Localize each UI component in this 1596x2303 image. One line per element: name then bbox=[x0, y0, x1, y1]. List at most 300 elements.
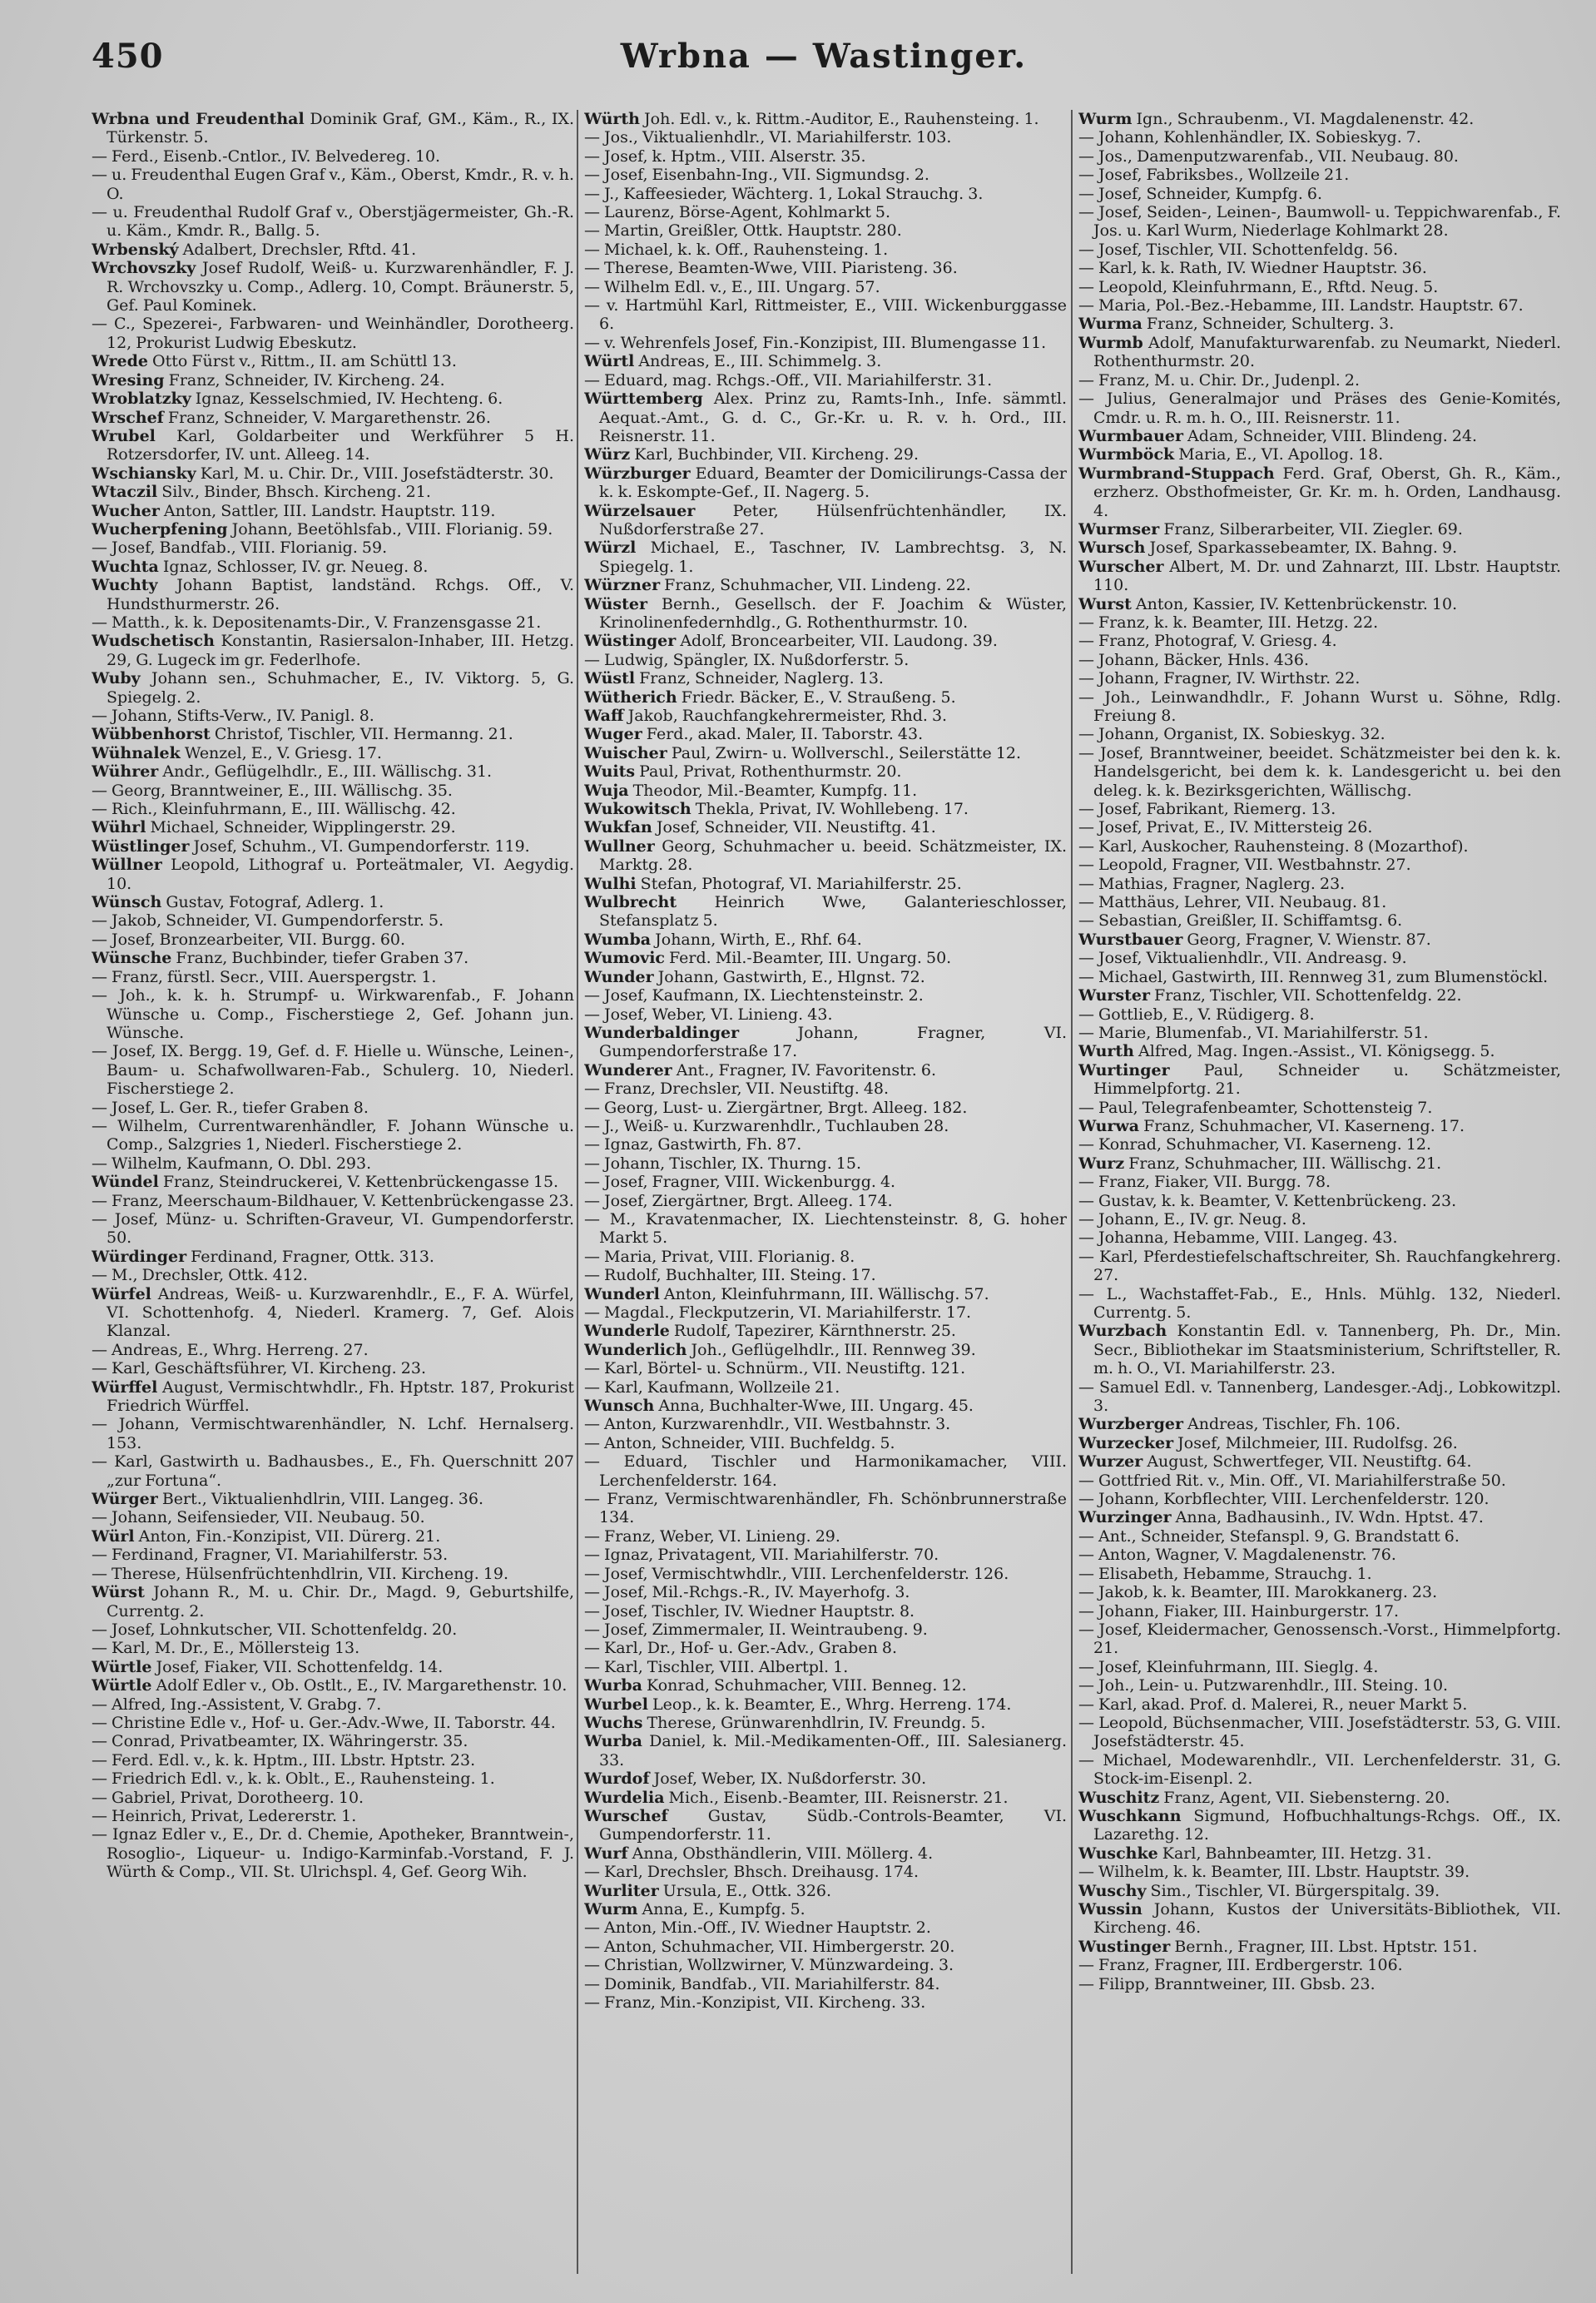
entry-details: Anna, Badhausinh., IV. Wdn. Hptst. 47. bbox=[1171, 1508, 1484, 1527]
entry-details: — Josef, Weber, VI. Linieng. 43. bbox=[584, 1005, 833, 1024]
directory-entry bbox=[584, 1918, 1067, 1937]
entry-details: — L., Wachstaffet-Fab., E., Hnls. Mühlg. 132, Niederl. Currentg. 5. bbox=[1078, 1284, 1561, 1322]
directory-entry bbox=[1078, 651, 1561, 669]
directory-entry bbox=[1078, 1322, 1561, 1377]
entry-details: — Gottfried Rit. v., Min. Off., VI. Mariahilferstraße 50. bbox=[1078, 1471, 1506, 1490]
entry-details: — Anton, Kurzwarenhdlr., VII. Westbahnstr. 3. bbox=[584, 1415, 951, 1434]
entry-details: Josef, Sparkassebeamter, IX. Bahng. 9. bbox=[1145, 539, 1458, 558]
directory-entry bbox=[1078, 1975, 1561, 1993]
entry-surname: Wurst bbox=[1078, 594, 1132, 613]
entry-surname: Wurster bbox=[1078, 986, 1150, 1005]
entry-details: — Heinrich, Privat, Ledererstr. 1. bbox=[92, 1806, 357, 1825]
entry-details: — J., Kaffeesieder, Wächterg. 1, Lokal Strauchg. 3. bbox=[584, 184, 984, 203]
entry-surname: Wurzbach bbox=[1078, 1322, 1167, 1341]
directory-entry bbox=[584, 221, 1067, 240]
directory-entry bbox=[1078, 1658, 1561, 1676]
directory-entry bbox=[584, 1192, 1067, 1210]
entry-details: — u. Freudenthal Eugen Graf v., Käm., Oberst, Kmdr., R. v. h. O. bbox=[92, 166, 574, 203]
entry-details: — Jos., Viktualienhdlr., VI. Mariahilferstr. 103. bbox=[584, 128, 952, 147]
entry-surname: Wurma bbox=[1078, 315, 1142, 334]
entry-details: — C., Spezerei-, Farbwaren- und Weinhändler, Dorotheerg. 12, Prokurist Ludwig Ebeskutz. bbox=[92, 315, 574, 352]
entry-details: — Ignaz, Gastwirth, Fh. 87. bbox=[584, 1135, 802, 1154]
column-divider bbox=[1071, 110, 1073, 2274]
entry-details: Franz, Steindruckerei, V. Kettenbrückengasse 15. bbox=[158, 1173, 559, 1192]
entry-surname: Wuchta bbox=[92, 557, 159, 576]
directory-entry bbox=[584, 1434, 1067, 1452]
directory-entry bbox=[584, 968, 1067, 986]
entry-details: — Ignaz Edler v., E., Dr. d. Chemie, Apotheker, Branntwein-, Rosoglio-, Liqueur- u. Indigo-Karminfab.-Vorstand, F. J. Würth & Comp., VII. St. Ulrichspl. 4, Gef. Georg Wih. bbox=[92, 1825, 574, 1882]
entry-details: Johann Baptist, landständ. Rchgs. Off., V. Hundsthurmerstr. 26. bbox=[107, 576, 574, 613]
entry-surname: Würz bbox=[584, 445, 631, 464]
entry-details: — Ferdinand, Fragner, VI. Mariahilferstr. 53. bbox=[92, 1546, 449, 1565]
entry-details: — Leopold, Büchsenmacher, VIII. Josefstädterstr. 53, G. VIII. Josefstädterstr. 45. bbox=[1078, 1713, 1561, 1751]
entry-details: — Franz, Photograf, V. Griesg. 4. bbox=[1078, 632, 1337, 651]
directory-entry bbox=[584, 893, 1067, 931]
entry-details: — Michael, Gastwirth, III. Rennweg 31, zum Blumenstöckl. bbox=[1078, 967, 1549, 986]
directory-entry bbox=[92, 1676, 574, 1695]
entry-details: — Martin, Greißler, Ottk. Hauptstr. 280. bbox=[584, 221, 902, 241]
entry-surname: Waff bbox=[584, 707, 624, 725]
entry-details: — Karl, k. k. Rath, IV. Wiedner Hauptstr. 36. bbox=[1078, 259, 1427, 278]
entry-details: Ferdinand, Fragner, Ottk. 313. bbox=[186, 1247, 434, 1266]
directory-entry bbox=[1078, 464, 1561, 520]
directory-entry bbox=[584, 1248, 1067, 1266]
directory-entry bbox=[92, 1173, 574, 1191]
directory-entry bbox=[92, 1341, 574, 1359]
directory-entry bbox=[584, 875, 1067, 893]
directory-entry bbox=[92, 613, 574, 632]
directory-entry bbox=[92, 1714, 574, 1732]
directory-entry bbox=[1078, 744, 1561, 800]
entry-details: — Gabriel, Privat, Dorotheerg. 10. bbox=[92, 1788, 364, 1807]
entry-details: — Eduard, mag. Rchgs.-Off., VII. Mariahilferstr. 31. bbox=[584, 370, 993, 390]
entry-details: — v. Wehrenfels Josef, Fin.-Konzipist, III. Blumengasse 11. bbox=[584, 333, 1047, 352]
directory-entry bbox=[1078, 147, 1561, 166]
entry-details: Leopold, Lithograf u. Porteätmaler, VI. Aegydig. 10. bbox=[107, 856, 574, 893]
directory-entry bbox=[92, 1378, 574, 1416]
directory-entry bbox=[92, 464, 574, 483]
directory-entry bbox=[92, 782, 574, 800]
entry-details: — Konrad, Schuhmacher, VI. Kaserneng. 12. bbox=[1078, 1135, 1432, 1154]
directory-entry bbox=[1078, 1621, 1561, 1658]
entry-surname: Wurba bbox=[584, 1732, 642, 1751]
entry-details: — Karl, Gastwirth u. Badhausbes., E., Fh. Querschnitt 207 „zur Fortuna“. bbox=[92, 1452, 574, 1490]
directory-entry bbox=[584, 445, 1067, 464]
directory-entry bbox=[92, 520, 574, 539]
directory-entry bbox=[92, 800, 574, 818]
directory-entry bbox=[1078, 632, 1561, 650]
directory-entry bbox=[584, 1583, 1067, 1601]
directory-entry bbox=[584, 1452, 1067, 1490]
entry-details: — M., Drechsler, Ottk. 412. bbox=[92, 1266, 308, 1285]
directory-entry bbox=[92, 1583, 574, 1621]
entry-surname: Wurmser bbox=[1078, 519, 1160, 539]
entry-details: — Jos., Damenputzwarenfab., VII. Neubaug. 80. bbox=[1078, 146, 1459, 166]
directory-entry bbox=[584, 1359, 1067, 1377]
entry-details: — Josef, Bandfab., VIII. Florianig. 59. bbox=[92, 539, 388, 558]
entry-details: — Johann, Vermischtwarenhändler, N. Lchf. Hernalserg. 153. bbox=[92, 1415, 574, 1452]
directory-entry bbox=[1078, 390, 1561, 427]
directory-entry bbox=[92, 1621, 574, 1639]
entry-details: — Wilhelm, k. k. Beamter, III. Lbstr. Hauptstr. 39. bbox=[1078, 1863, 1470, 1882]
entry-surname: Würfel bbox=[92, 1284, 151, 1303]
entry-surname: Wuchty bbox=[92, 576, 158, 595]
entry-surname: Wrede bbox=[92, 352, 148, 371]
entry-surname: Wuby bbox=[92, 669, 141, 688]
entry-details: Johann, Beetöhlsfab., VIII. Florianig. 59. bbox=[227, 519, 553, 539]
directory-entry bbox=[92, 968, 574, 986]
directory-entry bbox=[584, 203, 1067, 221]
directory-entry bbox=[92, 483, 574, 501]
entry-details: Franz, Schneider, V. Margarethenstr. 26. bbox=[163, 408, 491, 427]
entry-details: Heinrich Wwe, Galanterieschlosser, Stefansplatz 5. bbox=[599, 893, 1067, 931]
entry-surname: Wünsch bbox=[92, 893, 162, 912]
directory-entry bbox=[584, 1900, 1067, 1918]
directory-entry bbox=[1078, 1695, 1561, 1714]
entry-surname: Wuschitz bbox=[1078, 1788, 1160, 1807]
directory-entry bbox=[1078, 725, 1561, 743]
entry-details: Peter, Hülsenfrüchtenhändler, IX. Nußdorferstraße 27. bbox=[599, 501, 1067, 539]
entry-details: — Samuel Edl. v. Tannenberg, Landesger.-Adj., Lobkowitzpl. 3. bbox=[1078, 1377, 1561, 1416]
entry-details: Ferd. Mil.-Beamter, III. Ungarg. 50. bbox=[665, 949, 952, 968]
entry-surname: Wresing bbox=[92, 370, 165, 390]
entry-details: — Anton, Wagner, V. Magdalenenstr. 76. bbox=[1078, 1546, 1396, 1565]
entry-details: — Joh., Leinwandhdlr., F. Johann Wurst u. Söhne, Rdlg. Freiung 8. bbox=[1078, 687, 1561, 725]
directory-entry bbox=[92, 1825, 574, 1881]
directory-entry bbox=[92, 427, 574, 464]
entry-surname: Wuschke bbox=[1078, 1844, 1158, 1863]
entry-surname: Wuger bbox=[584, 725, 642, 744]
entry-details: — Joh., k. k. h. Strumpf- u. Wirkwarenfab., F. Johann Wünsche u. Comp., Fischerstiege 2, Gef. Johann jun. Wünsche. bbox=[92, 986, 574, 1042]
directory-entry bbox=[1078, 1248, 1561, 1285]
entry-details: Paul, Zwirn- u. Wollverschl., Seilerstätte 12. bbox=[667, 743, 1022, 762]
entry-details: — Josef, Zimmermaler, II. Weintraubeng. 9. bbox=[584, 1620, 928, 1639]
entry-details: — Friedrich Edl. v., k. k. Oblt., E., Rauhensteing. 1. bbox=[92, 1769, 495, 1789]
directory-entry bbox=[92, 390, 574, 408]
entry-details: — Johann, Kohlenhändler, IX. Sobieskyg. 7. bbox=[1078, 128, 1421, 147]
entry-surname: Würdinger bbox=[92, 1247, 187, 1266]
directory-entry bbox=[1078, 1789, 1561, 1807]
entry-surname: Wurdof bbox=[584, 1769, 650, 1789]
entry-surname: Würzl bbox=[584, 539, 637, 558]
entry-details: Franz, Schuhmacher, VII. Lindeng. 22. bbox=[660, 576, 971, 595]
directory-entry bbox=[584, 1676, 1067, 1695]
entry-details: — Karl, M. Dr., E., Möllersteig 13. bbox=[92, 1639, 360, 1658]
entry-details: — Karl, Drechsler, Bhsch. Dreihausg. 174. bbox=[584, 1863, 919, 1882]
directory-entry bbox=[1078, 1583, 1561, 1601]
entry-surname: Wurtinger bbox=[1078, 1060, 1170, 1080]
entry-surname: Wurmb bbox=[1078, 333, 1143, 352]
entry-details: Anton, Kleinfuhrmann, III. Wällischg. 57. bbox=[659, 1284, 989, 1303]
directory-entry bbox=[1078, 669, 1561, 687]
directory-entry bbox=[1078, 1192, 1561, 1210]
directory-entry bbox=[1078, 128, 1561, 146]
entry-details: — Mathias, Fragner, Naglerg. 23. bbox=[1078, 874, 1346, 893]
entry-details: — Josef, Tischler, IV. Wiedner Hauptstr. 8. bbox=[584, 1601, 915, 1621]
entry-surname: Wustinger bbox=[1078, 1937, 1171, 1956]
entry-details: Franz, Schuhmacher, VI. Kaserneng. 17. bbox=[1139, 1116, 1465, 1135]
entry-surname: Wrschef bbox=[92, 408, 164, 427]
entry-surname: Wumovic bbox=[584, 949, 665, 968]
directory-entry bbox=[92, 856, 574, 893]
directory-entry bbox=[584, 1303, 1067, 1322]
directory-entry bbox=[584, 595, 1067, 633]
entry-details: Theodor, Mil.-Beamter, Kumpfg. 11. bbox=[628, 781, 918, 800]
directory-entry bbox=[1078, 968, 1561, 986]
page-header bbox=[92, 37, 1556, 83]
entry-details: — Gustav, k. k. Beamter, V. Kettenbrückeng. 23. bbox=[1078, 1191, 1457, 1210]
directory-entry bbox=[584, 1322, 1067, 1340]
entry-details: Adam, Schneider, VIII. Blindeng. 24. bbox=[1183, 426, 1478, 445]
entry-details: — Christian, Wollzwirner, V. Münzwardeing. 3. bbox=[584, 1956, 954, 1975]
entry-surname: Wtaczil bbox=[92, 483, 158, 502]
directory-entry bbox=[584, 1975, 1067, 1993]
entry-details: Adolf Edler v., Ob. Ostlt., E., IV. Margarethenstr. 10. bbox=[151, 1676, 568, 1695]
directory-entry bbox=[1078, 1751, 1561, 1789]
entry-surname: Wühnalek bbox=[92, 743, 181, 762]
entry-surname: Wursch bbox=[1078, 539, 1146, 558]
directory-entry bbox=[1078, 1210, 1561, 1228]
entry-details: — Alfred, Ing.-Assistent, V. Grabg. 7. bbox=[92, 1695, 382, 1714]
directory-entry bbox=[1078, 893, 1561, 911]
directory-entry bbox=[584, 241, 1067, 259]
directory-entry bbox=[1078, 1508, 1561, 1526]
entry-surname: Wrbenský bbox=[92, 240, 179, 259]
entry-details: — Marie, Blumenfab., VI. Mariahilferstr. 51. bbox=[1078, 1023, 1429, 1042]
entry-surname: Wüster bbox=[584, 594, 647, 613]
directory-entry bbox=[1078, 315, 1561, 333]
entry-details: — Johann, Stifts-Verw., IV. Panigl. 8. bbox=[92, 707, 374, 725]
entry-details: — Franz, Weber, VI. Linieng. 29. bbox=[584, 1526, 840, 1546]
entry-details: Anna, Buchhalter-Wwe, III. Ungarg. 45. bbox=[654, 1397, 974, 1416]
entry-details: — Rudolf, Buchhalter, III. Steing. 17. bbox=[584, 1266, 876, 1285]
entry-surname: Wurliter bbox=[584, 1881, 659, 1900]
entry-details: Franz, Schneider, Naglerg. 13. bbox=[635, 669, 884, 688]
directory-entry bbox=[1078, 1154, 1561, 1173]
directory-entry bbox=[584, 931, 1067, 949]
entry-surname: Würl bbox=[92, 1526, 135, 1546]
directory-entry bbox=[1078, 1042, 1561, 1060]
entry-details: Anna, Obsthändlerin, VIII. Möllerg. 4. bbox=[627, 1844, 934, 1863]
directory-entry bbox=[1078, 1938, 1561, 1956]
directory-entry bbox=[584, 334, 1067, 352]
directory-entry bbox=[1078, 1882, 1561, 1900]
directory-entry bbox=[92, 147, 574, 166]
directory-entry bbox=[92, 1359, 574, 1377]
directory-entry bbox=[92, 1285, 574, 1341]
directory-entry bbox=[584, 1154, 1067, 1173]
entry-details: Johann, Fragner, VI. Gumpendorferstraße 17. bbox=[599, 1023, 1067, 1061]
directory-entry bbox=[92, 1695, 574, 1714]
entry-surname: Wurdelia bbox=[584, 1788, 665, 1807]
directory-entry bbox=[92, 1639, 574, 1657]
entry-details: — Josef, Eisenbahn-Ing., VII. Sigmundsg. 2. bbox=[584, 166, 929, 185]
entry-surname: Wumba bbox=[584, 930, 652, 949]
entry-details: — Johann, Seifensieder, VII. Neubaug. 50. bbox=[92, 1508, 425, 1527]
directory-entry bbox=[92, 762, 574, 781]
directory-entry bbox=[584, 1882, 1067, 1900]
directory-entry bbox=[92, 1527, 574, 1546]
entry-surname: Wurbel bbox=[584, 1695, 648, 1714]
entry-surname: Würffel bbox=[92, 1377, 158, 1397]
entry-details: — Wilhelm Edl. v., E., III. Ungarg. 57. bbox=[584, 277, 880, 296]
entry-surname: Wudschetisch bbox=[92, 632, 215, 651]
entry-details: — Josef, Viktualienhdlr., VII. Andreasg. 9. bbox=[1078, 949, 1407, 968]
entry-surname: Würtl bbox=[584, 352, 635, 371]
entry-surname: Wussin bbox=[1078, 1900, 1142, 1918]
directory-entry bbox=[92, 315, 574, 352]
directory-entry bbox=[1078, 931, 1561, 949]
directory-entry bbox=[1078, 427, 1561, 445]
directory-entry bbox=[584, 1714, 1067, 1732]
directory-entry bbox=[584, 390, 1067, 445]
directory-entry bbox=[584, 464, 1067, 502]
entry-details: Adolf, Manufakturwarenfab. zu Neumarkt, Niederl. Rothenthurmstr. 20. bbox=[1093, 333, 1561, 371]
entry-details: Ursula, E., Ottk. 326. bbox=[658, 1881, 832, 1900]
entry-details: Paul, Schneider u. Schätzmeister, Himmelpfortg. 21. bbox=[1093, 1060, 1561, 1099]
entry-details: — Michael, k. k. Off., Rauhensteing. 1. bbox=[584, 240, 889, 259]
entry-details: — Josef, Privat, E., IV. Mittersteig 26. bbox=[1078, 818, 1373, 837]
entry-details: — Ant., Schneider, Stefanspl. 9, G. Brandstatt 6. bbox=[1078, 1526, 1460, 1546]
directory-entry bbox=[584, 296, 1067, 334]
directory-entry bbox=[584, 1546, 1067, 1564]
entry-surname: Wuits bbox=[584, 762, 636, 782]
entry-details: — Johann, E., IV. gr. Neug. 8. bbox=[1078, 1209, 1306, 1228]
directory-entry bbox=[584, 1173, 1067, 1191]
directory-entry bbox=[92, 203, 574, 241]
entry-details: Ant., Fragner, IV. Favoritenstr. 6. bbox=[672, 1060, 936, 1080]
directory-entry bbox=[584, 837, 1067, 875]
directory-entry bbox=[1078, 1807, 1561, 1844]
entry-details: — Josef, Vermischtwhdlr., VIII. Lerchenfelderstr. 126. bbox=[584, 1564, 1009, 1583]
entry-details: Alex. Prinz zu, Ramts-Inh., Infe. sämmtl. Aequat.-Amt., G. d. C., Gr.-Kr. u. R. v. h. Ord., III. Reisnerstr. 11. bbox=[599, 390, 1067, 445]
directory-entry bbox=[584, 986, 1067, 1005]
directory-entry bbox=[92, 632, 574, 669]
entry-details: — Therese, Hülsenfrüchtenhdlrin, VII. Kircheng. 19. bbox=[92, 1564, 508, 1583]
entry-details: Josef Rudolf, Weiß- u. Kurzwarenhändler, F. J. R. Wrchovszky u. Comp., Adlerg. 10, Compt. Bräunerstr. 5, Gef. Paul Kominek. bbox=[107, 259, 574, 315]
directory-entry bbox=[1078, 1602, 1561, 1621]
entry-details: — Franz, Vermischtwarenhändler, Fh. Schönbrunnerstraße 134. bbox=[584, 1490, 1067, 1527]
directory-entry bbox=[1078, 558, 1561, 595]
entry-details: Jakob, Rauchfangkehrermeister, Rhd. 3. bbox=[623, 707, 948, 725]
directory-entry bbox=[584, 1938, 1067, 1956]
directory-entry bbox=[1078, 539, 1561, 557]
directory-entry bbox=[92, 911, 574, 930]
entry-details: — Matthäus, Lehrer, VII. Neubaug. 81. bbox=[1078, 893, 1387, 912]
entry-details: — Wilhelm, Kaufmann, O. Dbl. 293. bbox=[92, 1154, 372, 1173]
directory-entry bbox=[584, 949, 1067, 967]
entry-surname: Wukowitsch bbox=[584, 800, 691, 819]
directory-entry bbox=[1078, 259, 1561, 277]
directory-entry bbox=[584, 1769, 1067, 1788]
entry-details: — Georg, Branntweiner, E., III. Wällischg. 35. bbox=[92, 781, 453, 800]
entry-details: Johann R., M. u. Chir. Dr., Magd. 9, Geburtshilfe, Currentg. 2. bbox=[107, 1583, 574, 1621]
entry-details: Gustav, Fotograf, Adlerg. 1. bbox=[161, 893, 384, 912]
entry-surname: Wurf bbox=[584, 1844, 628, 1863]
directory-entry bbox=[92, 1732, 574, 1750]
entry-surname: Wurscher bbox=[1078, 557, 1164, 576]
entry-details: — J., Weiß- u. Kurzwarenhdlr., Tuchlauben 28. bbox=[584, 1116, 949, 1135]
directory-entry bbox=[92, 1546, 574, 1564]
directory-entry bbox=[92, 371, 574, 390]
entry-details: Anton, Fin.-Konzipist, VII. Dürerg. 21. bbox=[134, 1526, 441, 1546]
entry-details: — Johann, Tischler, IX. Thurng. 15. bbox=[584, 1154, 862, 1173]
entry-surname: Wuischer bbox=[584, 743, 667, 762]
entry-surname: Wucherpfening bbox=[92, 519, 228, 539]
directory-entry bbox=[1078, 278, 1561, 296]
directory-entry bbox=[1078, 1378, 1561, 1416]
entry-surname: Wrubel bbox=[92, 426, 156, 445]
directory-entry bbox=[584, 707, 1067, 725]
entry-surname: Württemberg bbox=[584, 390, 703, 409]
entry-details: — Elisabeth, Hebamme, Strauchg. 1. bbox=[1078, 1564, 1372, 1583]
directory-entry bbox=[92, 409, 574, 427]
entry-surname: Wurzer bbox=[1078, 1452, 1143, 1472]
directory-entry bbox=[1078, 688, 1561, 726]
entry-details: Franz, Tischler, VII. Schottenfeldg. 22. bbox=[1149, 986, 1462, 1005]
entry-details: Johann, Kustos der Universitäts-Bibliothek, VII. Kircheng. 46. bbox=[1093, 1900, 1561, 1938]
directory-entry bbox=[1078, 949, 1561, 967]
entry-details: Friedr. Bäcker, E., V. Straußeng. 5. bbox=[677, 687, 956, 707]
entry-details: — Franz, Drechsler, VII. Neustiftg. 48. bbox=[584, 1080, 890, 1099]
directory-entry bbox=[584, 1956, 1067, 1974]
directory-entry bbox=[92, 166, 574, 203]
entry-details: — Karl, Tischler, VIII. Albertpl. 1. bbox=[584, 1657, 849, 1676]
entry-surname: Wunsch bbox=[584, 1397, 655, 1416]
entry-details: Franz, Schuhmacher, III. Wällischg. 21. bbox=[1124, 1154, 1442, 1173]
directory-entry bbox=[1078, 1173, 1561, 1191]
directory-entry bbox=[584, 259, 1067, 277]
entry-details: — Ferd. Edl. v., k. k. Hptm., III. Lbstr. Hptstr. 23. bbox=[92, 1750, 476, 1769]
directory-entry bbox=[92, 669, 574, 707]
page-number: 450 bbox=[92, 37, 164, 76]
directory-entry bbox=[1078, 203, 1561, 241]
entry-surname: Wütherich bbox=[584, 687, 677, 707]
entry-surname: Wullner bbox=[584, 836, 655, 856]
directory-entry bbox=[584, 1565, 1067, 1583]
entry-details: — v. Hartmühl Karl, Rittmeister, E., VIII. Wickenburggasse 6. bbox=[584, 296, 1067, 334]
entry-surname: Wüstinger bbox=[584, 632, 677, 651]
entry-details: Andreas, Weiß- u. Kurzwarenhdlr., E., F. A. Würfel, VI. Schottenhofg. 4, Niederl. Kramerg. 7, Gef. Alois Klanzal. bbox=[107, 1284, 574, 1341]
entry-details: — Josef, Kleinfuhrmann, III. Sieglg. 4. bbox=[1078, 1657, 1379, 1676]
entry-details: Ign., Schraubenm., VI. Magdalenenstr. 42. bbox=[1132, 110, 1475, 128]
entry-details: — Karl, akad. Prof. d. Malerei, R., neuer Markt 5. bbox=[1078, 1695, 1468, 1714]
entry-details: Ferd., akad. Maler, II. Taborstr. 43. bbox=[642, 725, 924, 744]
directory-entry bbox=[584, 1378, 1067, 1397]
entry-details: — Ignaz, Privatagent, VII. Mariahilferstr. 70. bbox=[584, 1546, 939, 1565]
directory-entry bbox=[92, 502, 574, 520]
entry-surname: Wüstlinger bbox=[92, 836, 190, 856]
directory-entry bbox=[1078, 1285, 1561, 1323]
directory-entry bbox=[92, 1117, 574, 1154]
entry-details: — Karl, Pferdestiefelschaftschreiter, Sh. Rauchfangkehrerg. 27. bbox=[1078, 1247, 1561, 1285]
directory-entry bbox=[1078, 1415, 1561, 1433]
entry-details: — Jakob, k. k. Beamter, III. Marokkanerg. 23. bbox=[1078, 1583, 1438, 1602]
directory-entry bbox=[584, 1397, 1067, 1415]
directory-entry bbox=[92, 1210, 574, 1248]
entry-details: — Leopold, Kleinfuhrmann, E., Rftd. Neug. 5. bbox=[1078, 277, 1439, 296]
entry-details: — Josef, k. Hptm., VIII. Alserstr. 35. bbox=[584, 146, 866, 166]
entry-details: — Franz, fürstl. Secr., VIII. Auerspergstr. 1. bbox=[92, 967, 437, 986]
directory-entry bbox=[584, 502, 1067, 539]
directory-entry bbox=[584, 688, 1067, 707]
entry-details: Dominik Graf, GM., Käm., R., IX. Türkenstr. 5. bbox=[107, 110, 574, 147]
entry-details: — Rich., Kleinfuhrmann, E., III. Wällischg. 42. bbox=[92, 800, 456, 819]
entry-details: Josef, Milchmeier, III. Rudolfsg. 26. bbox=[1173, 1433, 1458, 1452]
directory-entry bbox=[1078, 1024, 1561, 1042]
entry-details: — Franz, Fiaker, VII. Burgg. 78. bbox=[1078, 1173, 1331, 1192]
directory-entry bbox=[584, 1210, 1067, 1248]
